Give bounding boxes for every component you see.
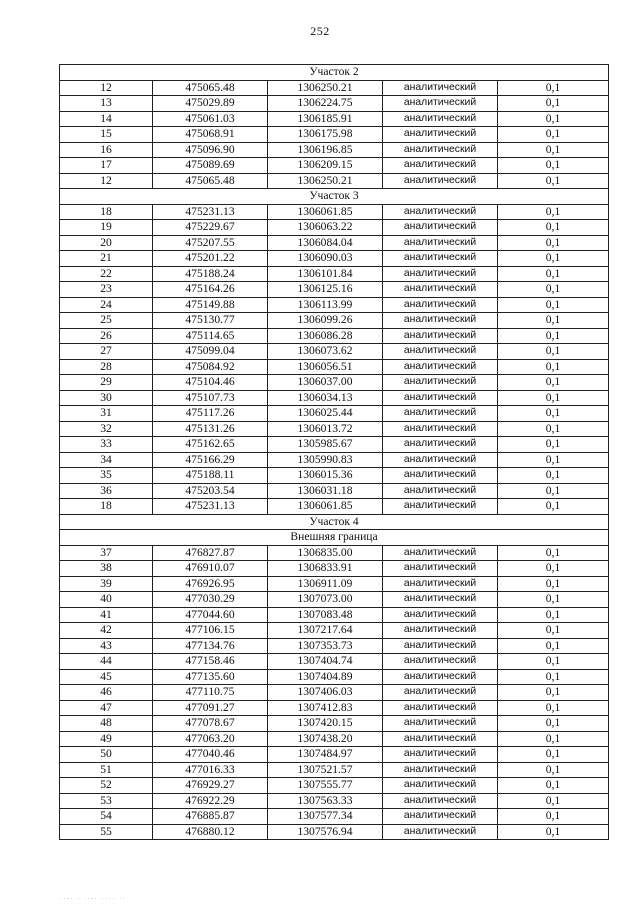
table-row [60, 96, 609, 112]
table-row [60, 499, 609, 515]
method-cell: аналитический [383, 809, 498, 825]
method-cell: аналитический [383, 499, 498, 515]
method-cell: аналитический [383, 297, 498, 313]
coord-x-cell: 477135.60 [153, 669, 268, 685]
coord-x-cell: 477078.67 [153, 716, 268, 732]
accuracy-cell: 0,1 [498, 669, 609, 685]
coordinates-table [59, 64, 609, 840]
coord-y-cell: 1307555.77 [268, 778, 383, 794]
coord-x-cell: 477016.33 [153, 762, 268, 778]
method-cell: аналитический [383, 747, 498, 763]
point-number-cell: 41 [60, 607, 153, 623]
accuracy-cell: 0,1 [498, 700, 609, 716]
accuracy-cell: 0,1 [498, 545, 609, 561]
method-cell: аналитический [383, 96, 498, 112]
accuracy-cell: 0,1 [498, 793, 609, 809]
coord-y-cell: 1306250.21 [268, 173, 383, 189]
table-row [60, 762, 609, 778]
coord-x-cell: 475068.91 [153, 127, 268, 143]
method-cell: аналитический [383, 607, 498, 623]
point-number-cell: 12 [60, 80, 153, 96]
point-number-cell: 20 [60, 235, 153, 251]
coord-y-cell: 1306031.18 [268, 483, 383, 499]
accuracy-cell: 0,1 [498, 592, 609, 608]
method-cell: аналитический [383, 762, 498, 778]
coord-x-cell: 475099.04 [153, 344, 268, 360]
accuracy-cell: 0,1 [498, 576, 609, 592]
method-cell: аналитический [383, 142, 498, 158]
point-number-cell: 54 [60, 809, 153, 825]
coord-x-cell: 475203.54 [153, 483, 268, 499]
method-cell: аналитический [383, 700, 498, 716]
coord-y-cell: 1306037.00 [268, 375, 383, 391]
table-row [60, 313, 609, 329]
coord-x-cell: 475117.26 [153, 406, 268, 422]
method-cell: аналитический [383, 235, 498, 251]
point-number-cell: 42 [60, 623, 153, 639]
coord-x-cell: 475096.90 [153, 142, 268, 158]
point-number-cell: 28 [60, 359, 153, 375]
point-number-cell: 47 [60, 700, 153, 716]
coord-y-cell: 1307484.97 [268, 747, 383, 763]
method-cell: аналитический [383, 545, 498, 561]
accuracy-cell: 0,1 [498, 483, 609, 499]
method-cell: аналитический [383, 251, 498, 267]
method-cell: аналитический [383, 375, 498, 391]
method-cell: аналитический [383, 204, 498, 220]
point-number-cell: 35 [60, 468, 153, 484]
accuracy-cell: 0,1 [498, 561, 609, 577]
accuracy-cell: 0,1 [498, 499, 609, 515]
coord-y-cell: 1307577.34 [268, 809, 383, 825]
point-number-cell: 53 [60, 793, 153, 809]
method-cell: аналитический [383, 437, 498, 453]
accuracy-cell: 0,1 [498, 623, 609, 639]
table-row [60, 437, 609, 453]
method-cell: аналитический [383, 576, 498, 592]
method-cell: аналитический [383, 80, 498, 96]
point-number-cell: 18 [60, 499, 153, 515]
table-row [60, 452, 609, 468]
table-row [60, 158, 609, 174]
table-row [60, 359, 609, 375]
accuracy-cell: 0,1 [498, 731, 609, 747]
accuracy-cell: 0,1 [498, 127, 609, 143]
method-cell: аналитический [383, 452, 498, 468]
table-row [60, 297, 609, 313]
accuracy-cell: 0,1 [498, 80, 609, 96]
coord-x-cell: 475114.65 [153, 328, 268, 344]
coord-x-cell: 475084.92 [153, 359, 268, 375]
coord-y-cell: 1307438.20 [268, 731, 383, 747]
coord-y-cell: 1306835.00 [268, 545, 383, 561]
coord-y-cell: 1306224.75 [268, 96, 383, 112]
method-cell: аналитический [383, 282, 498, 298]
coord-y-cell: 1307576.94 [268, 824, 383, 840]
method-cell: аналитический [383, 824, 498, 840]
coord-y-cell: 1307563.33 [268, 793, 383, 809]
coord-y-cell: 1307406.03 [268, 685, 383, 701]
accuracy-cell: 0,1 [498, 747, 609, 763]
method-cell: аналитический [383, 483, 498, 499]
table-row [60, 576, 609, 592]
table-row [60, 654, 609, 670]
coord-y-cell: 1307521.57 [268, 762, 383, 778]
coord-y-cell: 1306086.28 [268, 328, 383, 344]
coord-y-cell: 1306025.44 [268, 406, 383, 422]
coord-y-cell: 1306250.21 [268, 80, 383, 96]
coord-y-cell: 1307412.83 [268, 700, 383, 716]
accuracy-cell: 0,1 [498, 344, 609, 360]
table-row [60, 251, 609, 267]
accuracy-cell: 0,1 [498, 220, 609, 236]
method-cell: аналитический [383, 173, 498, 189]
accuracy-cell: 0,1 [498, 654, 609, 670]
coord-x-cell: 475207.55 [153, 235, 268, 251]
table-row [60, 142, 609, 158]
coord-y-cell: 1307083.48 [268, 607, 383, 623]
coord-x-cell: 475231.13 [153, 204, 268, 220]
table-row [60, 623, 609, 639]
point-number-cell: 36 [60, 483, 153, 499]
accuracy-cell: 0,1 [498, 778, 609, 794]
accuracy-cell: 0,1 [498, 266, 609, 282]
coord-x-cell: 475029.89 [153, 96, 268, 112]
table-row [60, 483, 609, 499]
point-number-cell: 15 [60, 127, 153, 143]
coord-x-cell: 477030.29 [153, 592, 268, 608]
point-number-cell: 22 [60, 266, 153, 282]
method-cell: аналитический [383, 716, 498, 732]
coord-y-cell: 1306099.26 [268, 313, 383, 329]
table-row [60, 545, 609, 561]
coord-y-cell: 1306084.04 [268, 235, 383, 251]
section-subtitle: Внешняя граница [60, 530, 609, 546]
point-number-cell: 32 [60, 421, 153, 437]
coord-x-cell: 475231.13 [153, 499, 268, 515]
method-cell: аналитический [383, 592, 498, 608]
accuracy-cell: 0,1 [498, 282, 609, 298]
coord-x-cell: 475107.73 [153, 390, 268, 406]
coord-y-cell: 1306175.98 [268, 127, 383, 143]
coord-y-cell: 1306056.51 [268, 359, 383, 375]
table-row [60, 793, 609, 809]
table-row [60, 80, 609, 96]
coord-y-cell: 1306125.16 [268, 282, 383, 298]
accuracy-cell: 0,1 [498, 468, 609, 484]
accuracy-cell: 0,1 [498, 235, 609, 251]
method-cell: аналитический [383, 328, 498, 344]
method-cell: аналитический [383, 313, 498, 329]
coord-y-cell: 1306911.09 [268, 576, 383, 592]
coord-y-cell: 1305985.67 [268, 437, 383, 453]
table-row [60, 127, 609, 143]
coord-x-cell: 477044.60 [153, 607, 268, 623]
table-row [60, 204, 609, 220]
point-number-cell: 49 [60, 731, 153, 747]
table-row [60, 328, 609, 344]
coord-y-cell: 1307404.74 [268, 654, 383, 670]
coord-y-cell: 1306063.22 [268, 220, 383, 236]
accuracy-cell: 0,1 [498, 421, 609, 437]
table-row [60, 468, 609, 484]
accuracy-cell: 0,1 [498, 390, 609, 406]
coord-y-cell: 1306833.91 [268, 561, 383, 577]
point-number-cell: 19 [60, 220, 153, 236]
accuracy-cell: 0,1 [498, 142, 609, 158]
table-row [60, 669, 609, 685]
point-number-cell: 37 [60, 545, 153, 561]
section-subheader-row [60, 530, 609, 546]
point-number-cell: 13 [60, 96, 153, 112]
coord-y-cell: 1306101.84 [268, 266, 383, 282]
table-row [60, 111, 609, 127]
table-row [60, 824, 609, 840]
method-cell: аналитический [383, 406, 498, 422]
coord-x-cell: 475130.77 [153, 313, 268, 329]
coord-x-cell: 475061.03 [153, 111, 268, 127]
coord-x-cell: 475188.11 [153, 468, 268, 484]
table-row [60, 716, 609, 732]
section-title: Участок 4 [60, 514, 609, 530]
table-row [60, 561, 609, 577]
method-cell: аналитический [383, 266, 498, 282]
scan-artifact: .... . .... .... .. [60, 895, 127, 901]
point-number-cell: 17 [60, 158, 153, 174]
point-number-cell: 33 [60, 437, 153, 453]
accuracy-cell: 0,1 [498, 204, 609, 220]
coord-x-cell: 476929.27 [153, 778, 268, 794]
coord-y-cell: 1307353.73 [268, 638, 383, 654]
coord-y-cell: 1306073.62 [268, 344, 383, 360]
point-number-cell: 21 [60, 251, 153, 267]
coord-y-cell: 1307404.89 [268, 669, 383, 685]
point-number-cell: 48 [60, 716, 153, 732]
accuracy-cell: 0,1 [498, 313, 609, 329]
coord-x-cell: 475229.67 [153, 220, 268, 236]
method-cell: аналитический [383, 359, 498, 375]
method-cell: аналитический [383, 220, 498, 236]
coord-y-cell: 1306196.85 [268, 142, 383, 158]
point-number-cell: 29 [60, 375, 153, 391]
section-title: Участок 2 [60, 65, 609, 81]
point-number-cell: 25 [60, 313, 153, 329]
coord-x-cell: 475149.88 [153, 297, 268, 313]
coord-y-cell: 1306209.15 [268, 158, 383, 174]
method-cell: аналитический [383, 468, 498, 484]
point-number-cell: 50 [60, 747, 153, 763]
point-number-cell: 34 [60, 452, 153, 468]
table-row [60, 747, 609, 763]
table-row [60, 406, 609, 422]
table-row [60, 592, 609, 608]
coord-x-cell: 475065.48 [153, 80, 268, 96]
accuracy-cell: 0,1 [498, 716, 609, 732]
section-header-row [60, 65, 609, 81]
method-cell: аналитический [383, 127, 498, 143]
point-number-cell: 26 [60, 328, 153, 344]
coord-x-cell: 477106.15 [153, 623, 268, 639]
accuracy-cell: 0,1 [498, 173, 609, 189]
method-cell: аналитический [383, 793, 498, 809]
coord-x-cell: 476926.95 [153, 576, 268, 592]
accuracy-cell: 0,1 [498, 452, 609, 468]
point-number-cell: 40 [60, 592, 153, 608]
accuracy-cell: 0,1 [498, 158, 609, 174]
table-row [60, 809, 609, 825]
section-title: Участок 3 [60, 189, 609, 205]
table-row [60, 235, 609, 251]
point-number-cell: 46 [60, 685, 153, 701]
table-row [60, 390, 609, 406]
method-cell: аналитический [383, 638, 498, 654]
coord-y-cell: 1306013.72 [268, 421, 383, 437]
table-row [60, 685, 609, 701]
method-cell: аналитический [383, 778, 498, 794]
coord-y-cell: 1307217.64 [268, 623, 383, 639]
method-cell: аналитический [383, 390, 498, 406]
accuracy-cell: 0,1 [498, 809, 609, 825]
table-row [60, 173, 609, 189]
point-number-cell: 23 [60, 282, 153, 298]
page-number: 252 [310, 24, 330, 38]
point-number-cell: 27 [60, 344, 153, 360]
coord-x-cell: 476922.29 [153, 793, 268, 809]
table-row [60, 607, 609, 623]
accuracy-cell: 0,1 [498, 297, 609, 313]
accuracy-cell: 0,1 [498, 437, 609, 453]
coord-x-cell: 476910.07 [153, 561, 268, 577]
coord-y-cell: 1306185.91 [268, 111, 383, 127]
table-row [60, 638, 609, 654]
method-cell: аналитический [383, 685, 498, 701]
coord-x-cell: 475188.24 [153, 266, 268, 282]
point-number-cell: 12 [60, 173, 153, 189]
coord-y-cell: 1306061.85 [268, 499, 383, 515]
coord-y-cell: 1307420.15 [268, 716, 383, 732]
method-cell: аналитический [383, 344, 498, 360]
point-number-cell: 38 [60, 561, 153, 577]
coord-x-cell: 475164.26 [153, 282, 268, 298]
coord-x-cell: 476880.12 [153, 824, 268, 840]
coord-x-cell: 475065.48 [153, 173, 268, 189]
method-cell: аналитический [383, 421, 498, 437]
point-number-cell: 52 [60, 778, 153, 794]
accuracy-cell: 0,1 [498, 607, 609, 623]
method-cell: аналитический [383, 654, 498, 670]
coord-x-cell: 475131.26 [153, 421, 268, 437]
coord-y-cell: 1307073.00 [268, 592, 383, 608]
point-number-cell: 44 [60, 654, 153, 670]
coord-x-cell: 475201.22 [153, 251, 268, 267]
accuracy-cell: 0,1 [498, 328, 609, 344]
method-cell: аналитический [383, 669, 498, 685]
coord-x-cell: 477040.46 [153, 747, 268, 763]
table-row [60, 375, 609, 391]
coord-x-cell: 477110.75 [153, 685, 268, 701]
accuracy-cell: 0,1 [498, 359, 609, 375]
method-cell: аналитический [383, 111, 498, 127]
accuracy-cell: 0,1 [498, 638, 609, 654]
accuracy-cell: 0,1 [498, 762, 609, 778]
table-row [60, 700, 609, 716]
coord-x-cell: 477063.20 [153, 731, 268, 747]
point-number-cell: 16 [60, 142, 153, 158]
method-cell: аналитический [383, 731, 498, 747]
accuracy-cell: 0,1 [498, 111, 609, 127]
table-row [60, 266, 609, 282]
point-number-cell: 43 [60, 638, 153, 654]
method-cell: аналитический [383, 623, 498, 639]
section-header-row [60, 514, 609, 530]
table-row [60, 282, 609, 298]
table-row [60, 344, 609, 360]
coord-x-cell: 477158.46 [153, 654, 268, 670]
method-cell: аналитический [383, 158, 498, 174]
accuracy-cell: 0,1 [498, 824, 609, 840]
coord-y-cell: 1306113.99 [268, 297, 383, 313]
section-header-row [60, 189, 609, 205]
coord-y-cell: 1306015.36 [268, 468, 383, 484]
coord-y-cell: 1305990.83 [268, 452, 383, 468]
accuracy-cell: 0,1 [498, 375, 609, 391]
accuracy-cell: 0,1 [498, 251, 609, 267]
point-number-cell: 24 [60, 297, 153, 313]
method-cell: аналитический [383, 561, 498, 577]
table-row [60, 421, 609, 437]
coord-y-cell: 1306090.03 [268, 251, 383, 267]
coord-x-cell: 476827.87 [153, 545, 268, 561]
coord-x-cell: 475104.46 [153, 375, 268, 391]
point-number-cell: 30 [60, 390, 153, 406]
accuracy-cell: 0,1 [498, 406, 609, 422]
coord-x-cell: 477091.27 [153, 700, 268, 716]
point-number-cell: 31 [60, 406, 153, 422]
point-number-cell: 39 [60, 576, 153, 592]
point-number-cell: 14 [60, 111, 153, 127]
coord-x-cell: 476885.87 [153, 809, 268, 825]
coord-x-cell: 475166.29 [153, 452, 268, 468]
table-row [60, 220, 609, 236]
point-number-cell: 55 [60, 824, 153, 840]
accuracy-cell: 0,1 [498, 685, 609, 701]
coord-x-cell: 475089.69 [153, 158, 268, 174]
coord-x-cell: 477134.76 [153, 638, 268, 654]
table-row [60, 731, 609, 747]
coord-x-cell: 475162.65 [153, 437, 268, 453]
point-number-cell: 51 [60, 762, 153, 778]
table-row [60, 778, 609, 794]
coord-y-cell: 1306061.85 [268, 204, 383, 220]
point-number-cell: 45 [60, 669, 153, 685]
coord-y-cell: 1306034.13 [268, 390, 383, 406]
point-number-cell: 18 [60, 204, 153, 220]
accuracy-cell: 0,1 [498, 96, 609, 112]
